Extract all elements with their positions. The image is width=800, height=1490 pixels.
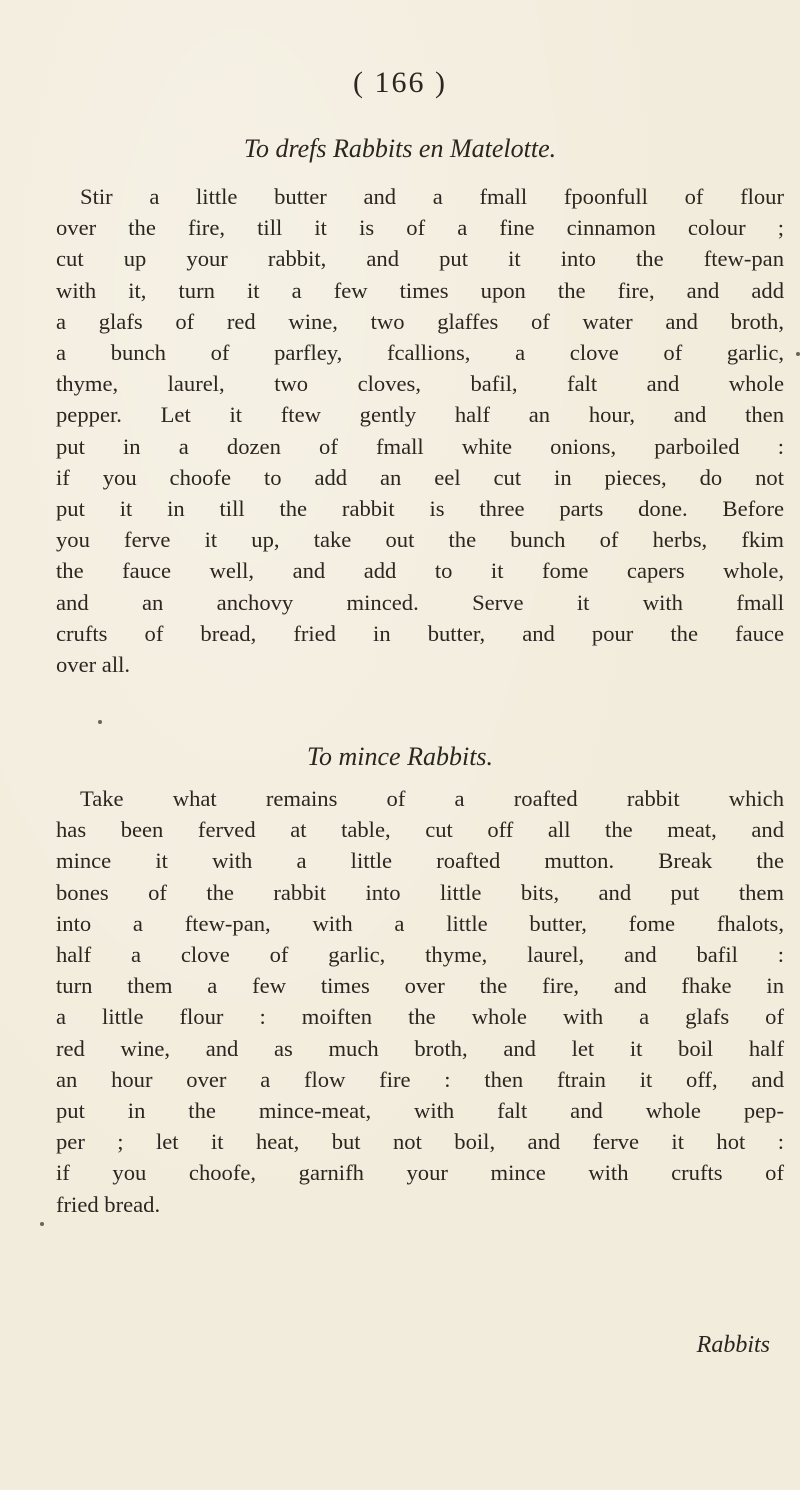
text-line: the fauce well, and add to it fome capers whole, [56, 558, 784, 584]
text-line: if you choofe to add an eel cut in pieces, do not [56, 464, 784, 490]
text-line: per ; let it heat, but not boil, and ferve it hot : [56, 1129, 784, 1155]
text-line: fried bread. [56, 1191, 161, 1217]
ink-speck [98, 720, 102, 724]
text-line: a bunch of parfley, fcallions, a clove of garlic, [56, 340, 784, 366]
text-line: into a ftew-pan, with a little butter, fome fhalots, [56, 910, 784, 936]
recipe-title-rabbits-matelotte: To drefs Rabbits en Matelotte. [243, 134, 557, 163]
text-line: put in the mince-meat, with falt and whole pep- [56, 1098, 784, 1124]
recipe-body-mince-rabbits [56, 783, 784, 1220]
text-line: Take what remains of a roafted rabbit which [80, 786, 784, 811]
text-line: put it in till the rabbit is three parts done. Before [56, 496, 784, 522]
text-line: and an anchovy minced. Serve it with fmall [56, 589, 784, 615]
text-line: an hour over a flow fire : then ftrain it off, and [56, 1066, 784, 1092]
text-line: has been ferved at table, cut off all the meat, and [56, 817, 784, 843]
recipe-body-rabbits-matelotte [56, 181, 784, 680]
text-line: you ferve it up, take out the bunch of herbs, fkim [56, 527, 784, 553]
catchword: Rabbits [696, 1332, 770, 1358]
text-line: half a clove of garlic, thyme, laurel, and bafil : [56, 942, 784, 968]
text-line: crufts of bread, fried in butter, and pour the fauce [56, 620, 784, 646]
recipe-title-mince-rabbits: To mince Rabbits. [306, 742, 494, 771]
text-line: with it, turn it a few times upon the fire, and add [56, 277, 784, 303]
text-line: thyme, laurel, two cloves, bafil, falt and whole [56, 371, 784, 397]
text-line: cut up your rabbit, and put it into the ftew-pan [56, 246, 784, 272]
ink-speck [40, 1222, 44, 1226]
text-line: turn them a few times over the fire, and fhake in [56, 973, 784, 999]
text-line: over the fire, till it is of a fine cinnamon colour ; [56, 215, 784, 241]
text-line: over all. [56, 652, 131, 678]
text-line: mince it with a little roafted mutton. Break the [56, 848, 784, 874]
text-line: pepper. Let it ftew gently half an hour, and then [56, 402, 784, 428]
text-line: bones of the rabbit into little bits, and put them [56, 879, 784, 905]
ink-speck [796, 352, 800, 356]
text-line: a glafs of red wine, two glaffes of water and broth, [56, 308, 784, 334]
text-line: red wine, and as much broth, and let it boil half [56, 1035, 784, 1061]
text-line: if you choofe, garnifh your mince with crufts of [56, 1160, 784, 1186]
page-number: ( 166 ) [353, 66, 447, 99]
text-line: put in a dozen of fmall white onions, parboiled : [56, 433, 784, 459]
text-line: a little flour : moiften the whole with a glafs of [56, 1004, 784, 1030]
text-line: Stir a little butter and a fmall fpoonfull of flour [80, 184, 784, 209]
